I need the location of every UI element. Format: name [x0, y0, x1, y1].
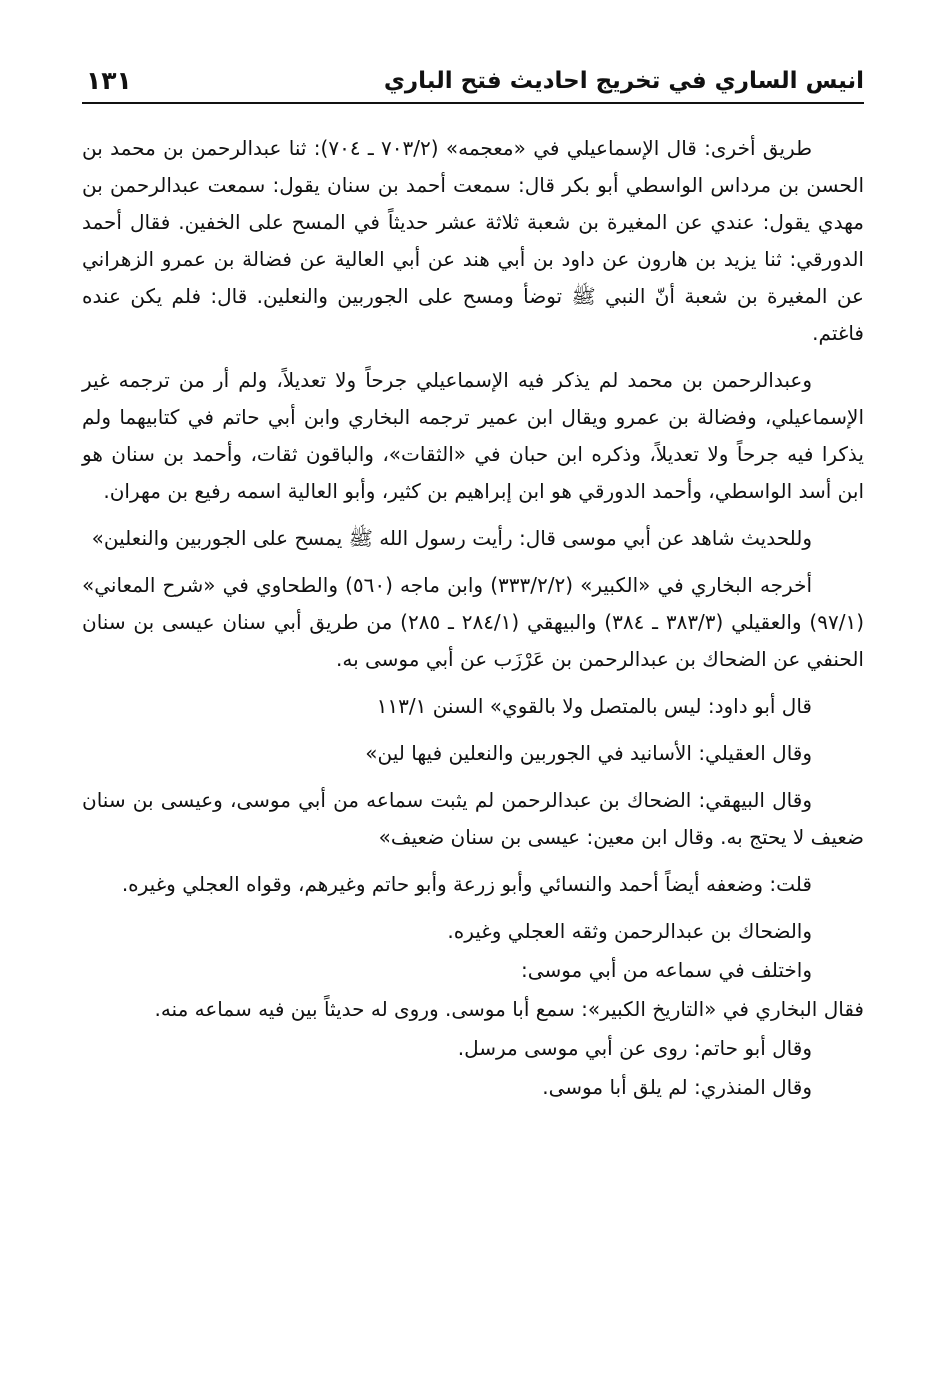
quote-uqayli: وقال العقيلي: الأسانيد في الجوربين والنعلين فيها لين» — [365, 741, 812, 765]
page-number: ١٣١ — [86, 66, 132, 95]
line-bukhari-tarikh: فقال البخاري في «التاريخ الكبير»: سمع أبا موسى. وروى له حديثاً بين فيه سماعه منه. — [154, 997, 864, 1021]
line-mundhiri: وقال المنذري: لم يلق أبا موسى. — [542, 1075, 812, 1099]
line-dahhak-grading: والضحاك بن عبدالرحمن وثقه العجلي وغيره. — [447, 919, 812, 943]
header-rule — [82, 102, 864, 104]
line-disagreement: واختلف في سماعه من أبي موسى: — [521, 958, 812, 982]
paragraph-bayhaqi: وقال البيهقي: الضحاك بن عبدالرحمن لم يثبت سماعه من أبي موسى، وعيسى بن سنان ضعيف لا يحتج به. وقال ابن معين: عيسى بن سنان ضعيف» — [82, 788, 864, 849]
paragraph-supporting-hadith: وللحديث شاهد عن أبي موسى قال: رأيت رسول الله ﷺ يمسح على الجوربين والنعلين» — [91, 526, 812, 550]
page-body — [82, 130, 864, 1108]
paragraph-narrator-grading: وعبدالرحمن بن محمد لم يذكر فيه الإسماعيلي جرحاً ولا تعديلاً، ولم أر من ترجمه غير الإسماعيلي، وفضالة بن عمرو ويقال ابن عمير ترجمه البخاري وابن أبي حاتم في كتابيهما ولم يذكرا فيه جرحاً ولا تعديلاً، وذكره ابن حبان في «الثقات»، والباقون ثقات، وأحمد بن سنان هو ابن أسد الواسطي، وأحمد الدورقي هو ابن إبراهيم بن كثير، وأبو العالية اسمه رفيع بن مهران. — [82, 368, 864, 503]
running-header — [82, 60, 864, 104]
paragraph-author-note: قلت: وضعفه أيضاً أحمد والنسائي وأبو زرعة وأبو حاتم وغيرهم، وقواه العجلي وغيره. — [121, 872, 812, 896]
line-abu-hatim: وقال أبو حاتم: روى عن أبي موسى مرسل. — [457, 1036, 812, 1060]
paragraph-takhrij: أخرجه البخاري في «الكبير» (٣٣٣/٢/٢) وابن ماجه (٥٦٠) والطحاوي في «شرح المعاني» (٩٧/١) والعقيلي (٣٨٣/٣ ـ ٣٨٤) والبيهقي (٢٨٤/١ ـ ٢٨٥) من طريق أبي سنان عيسى بن سنان الحنفي عن الضحاك بن عبدالرحمن بن عَرْزَب عن أبي موسى به. — [82, 573, 864, 671]
book-title: انيس الساري في تخريج احاديث فتح الباري — [383, 68, 864, 94]
paragraph-alternate-route: طريق أخرى: قال الإسماعيلي في «معجمه» (٧٠٣/٢ ـ ٧٠٤): ثنا عبدالرحمن بن محمد بن الحسن بن مرداس الواسطي أبو بكر قال: سمعت أحمد بن سنان يقول: سمعت عبدالرحمن بن مهدي يقول: عندي عن المغيرة بن شعبة ثلاثة عشر حديثاً في المسح على الخفين. فقال أحمد الدورقي: ثنا يزيد بن هارون عن داود بن أبي هند عن أبي العالية عن فضالة بن عمرو الزهراني عن المغيرة بن شعبة أنّ النبي ﷺ توضأ ومسح على الجوربين والنعلين. قال: فلم يكن عنده فاغتم. — [82, 136, 864, 345]
quote-abu-dawud: قال أبو داود: ليس بالمتصل ولا بالقوي» السنن ١١٣/١ — [376, 694, 812, 718]
